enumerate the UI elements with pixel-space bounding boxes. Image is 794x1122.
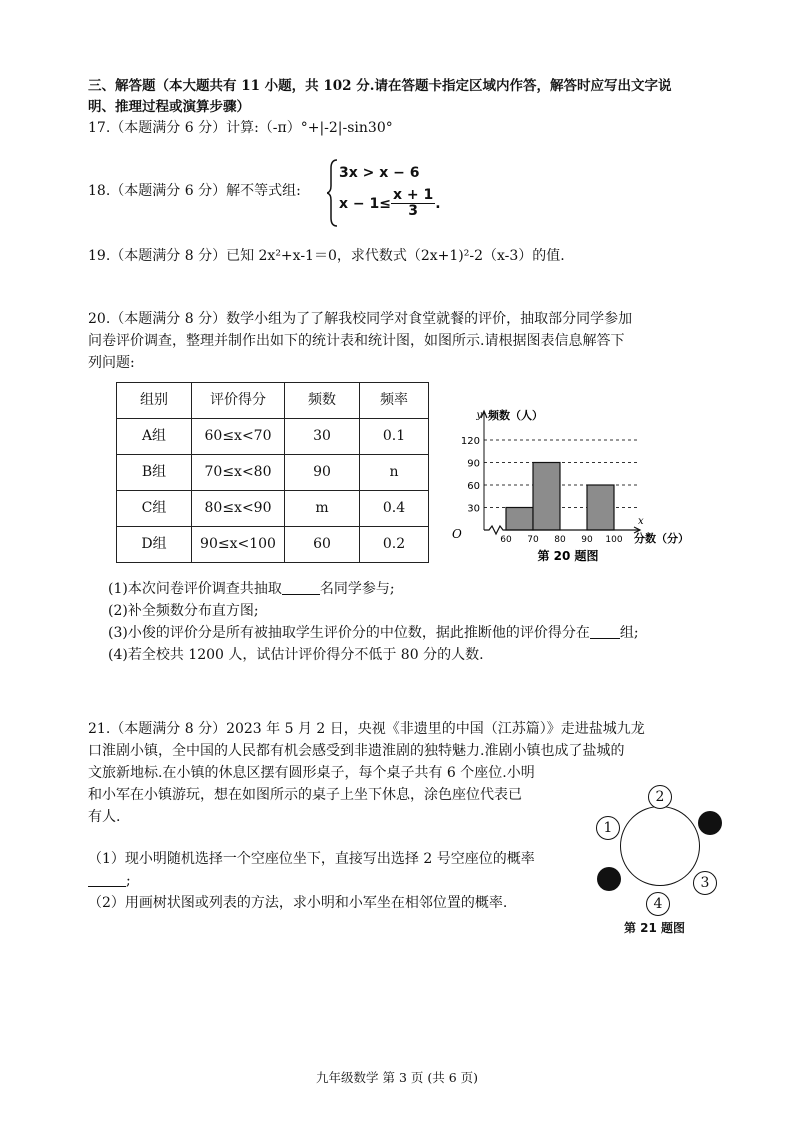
question-21-line4: 和小军在小镇游玩，想在如图所示的桌子上坐下休息，涂色座位代表已 [88,787,522,803]
section-header [88,78,728,116]
round-table [620,806,700,886]
x-tick-label: 60 [500,535,512,545]
table-cell: 90≤x<100 [192,527,285,563]
seat-occupied [597,867,621,891]
question-21-sub1-answer [88,870,608,892]
origin-label: O [452,527,462,541]
section-header-line2: 明、推理过程或演算步骤） [88,98,250,115]
inequality-2-left: x − 1≤ [339,195,391,212]
table-cell: 0.4 [360,491,429,527]
question-18-prefix: 18.（本题满分 6 分）解不等式组: [88,183,301,199]
table-cell: 30 [285,419,360,455]
table-cell: 60 [285,527,360,563]
brace-icon [327,158,339,228]
table-cell: B组 [117,455,192,491]
seat-3: 3 [693,871,717,895]
question-20-line3: 列问题: [88,355,135,371]
section-header-line1: 三、解答题（本大题共有 11 小题，共 102 分.请在答题卡指定区域内作答，解答时应写出文字说 [88,78,672,94]
question-21-sub2: （2）用画树状图或列表的方法，求小明和小军坐在相邻位置的概率. [88,895,508,911]
table-header-cell: 评价得分 [192,383,285,419]
table-row [117,527,429,563]
fraction-numerator: x + 1 [392,187,434,203]
question-20-sub3 [108,622,728,644]
table-header-cell: 频数 [285,383,360,419]
table-cell: 90 [285,455,360,491]
stats-table [116,382,429,563]
question-21-subquestions [88,848,608,914]
y-tick-label: 120 [460,436,480,447]
sub3-text-a: (3)小俊的评价分是所有被抽取学生评价分的中位数，据此推断他的评价得分在 [108,625,590,641]
sub3-text-b: 组; [619,625,639,641]
inequality-system [327,158,441,228]
table-cell: 0.2 [360,527,429,563]
histogram-bar [533,463,560,531]
table-cell: n [360,455,429,491]
table-header-cell: 组别 [117,383,192,419]
y-axis-letter: y [476,410,482,421]
answer-blank[interactable] [282,580,320,595]
question-21-line1: 21.（本题满分 8 分）2023 年 5 月 2 日，央视《非遗里的中国（江苏篇）》走进盐城九龙 [88,721,645,737]
table-cell: 0.1 [360,419,429,455]
histogram-bar [506,508,533,531]
figure-21-caption: 第 21 题图 [624,921,686,935]
y-axis-label: 频数（人） [488,409,543,422]
sub1-text-b: 名同学参与; [319,581,395,597]
question-17: 17.（本题满分 6 分）计算:（-π）°+|-2|-sin30° [88,120,393,136]
histogram-bar [587,485,614,530]
seat-occupied [698,811,722,835]
seat-1: 1 [596,816,620,840]
table-cell: D组 [117,527,192,563]
page-footer: 九年级数学 第 3 页 (共 6 页) [316,1070,478,1085]
question-20-subquestions [108,578,728,666]
histogram-chart [440,402,710,570]
question-21-line3: 文旅新地标.在小镇的休息区摆有圆形桌子，每个桌子共有 6 个座位.小明 [88,765,535,781]
question-21-line2: 口淮剧小镇，全中国的人民都有机会感受到非遗淮剧的独特魅力.淮剧小镇也成了盐城的 [88,743,625,759]
table-row [117,419,429,455]
table-header-row [117,383,429,419]
question-20-line1: 20.（本题满分 8 分）数学小组为了了解我校同学对食堂就餐的评价，抽取部分同学参加 [88,311,633,327]
sub1-text-a: (1)本次问卷评价调查共抽取 [108,581,282,597]
x-axis-letter: x [638,516,644,527]
question-21-line5: 有人. [88,809,121,825]
question-21-sub1: （1）现小明随机选择一个空座位坐下，直接写出选择 2 号空座位的概率 [88,851,535,867]
table-cell: A组 [117,419,192,455]
figure-20-caption: 第 20 题图 [537,549,599,563]
question-19: 19.（本题满分 8 分）已知 2x²+x-1＝0，求代数式（2x+1)²-2（x-3）的值. [88,248,565,264]
inequality-2 [339,188,441,220]
seat-2: 2 [648,785,672,809]
question-20-line2: 问卷评价调查，整理并制作出如下的统计表和统计图，如图所示.请根据图表信息解答下 [88,333,625,349]
answer-blank[interactable] [88,872,126,887]
question-20-sub2: (2)补全频数分布直方图; [108,603,259,619]
question-20-sub1 [108,578,728,600]
inequality-1: 3x > x − 6 [339,165,420,181]
y-tick-label: 90 [467,458,480,470]
sub1-end: ; [126,873,131,889]
fraction-denominator: 3 [408,203,418,220]
x-tick-label: 70 [527,535,539,545]
answer-blank[interactable] [590,624,620,639]
table-header-cell: 频率 [360,383,429,419]
table-row [117,455,429,491]
x-axis-label: 分数（分） [634,532,689,545]
table-cell: m [285,491,360,527]
y-tick-label: 30 [467,503,480,515]
table-row [117,491,429,527]
question-20-sub4: (4)若全校共 1200 人，试估计评价得分不低于 80 分的人数. [108,647,484,663]
table-cell: 70≤x<80 [192,455,285,491]
seat-4: 4 [646,892,670,916]
x-tick-label: 90 [581,535,593,545]
fraction [391,188,435,220]
round-table-figure [592,783,724,943]
table-cell: 60≤x<70 [192,419,285,455]
inequality-2-end: . [435,195,441,212]
table-cell: C组 [117,491,192,527]
table-cell: 80≤x<90 [192,491,285,527]
y-tick-label: 60 [467,481,480,492]
x-tick-label: 80 [554,535,566,545]
x-tick-label: 100 [605,535,623,545]
question-20-stem [88,308,728,374]
